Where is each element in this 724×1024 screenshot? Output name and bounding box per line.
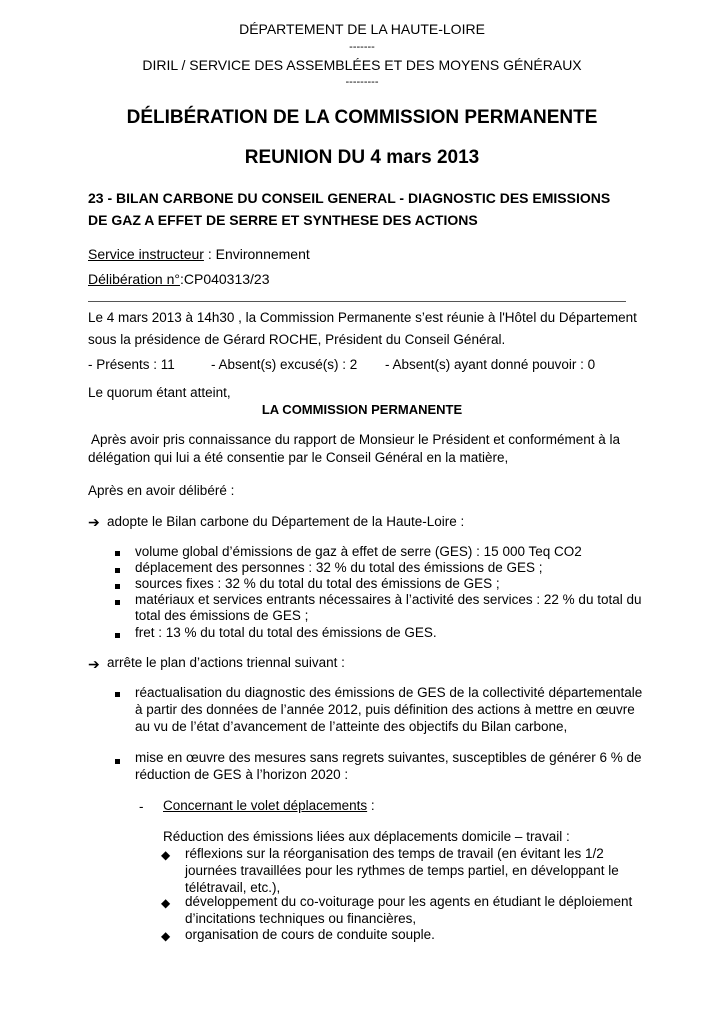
- diamond-bullet-icon: ◆: [161, 929, 171, 943]
- list-item-continuation: total des émissions de GES ;: [135, 608, 309, 623]
- volet-label: Concernant le volet déplacements: [163, 798, 368, 813]
- measure-line: télétravail, etc.),: [185, 880, 281, 895]
- action-line: réactualisation du diagnostic des émissions de GES de la collectivité départementale: [135, 685, 643, 700]
- header-separator: ---------: [345, 76, 379, 88]
- deliberation-value: :CP040313/23: [179, 271, 270, 287]
- action-line: à partir des données de l’année 2012, puis définition des actions à mettre en œuvre: [135, 702, 635, 717]
- measure-line: d’incitations techniques ou financières,: [185, 911, 417, 926]
- list-item: sources fixes : 32 % du total du total des émissions de GES ;: [135, 576, 500, 591]
- action-line: mise en œuvre des mesures sans regrets suivantes, susceptibles de générer 6 % de: [135, 750, 642, 765]
- measure-line: organisation de cours de conduite souple.: [185, 927, 435, 942]
- subject-line: DE GAZ A EFFET DE SERRE ET SYNTHESE DES ACTIONS: [88, 212, 478, 228]
- list-item: volume global d’émissions de gaz à effet de serre (GES) : 15 000 Teq CO2: [135, 544, 582, 559]
- commission-heading: LA COMMISSION PERMANENTE: [261, 402, 463, 417]
- preamble-line: délégation qui lui a été consentie par le Conseil Général en la matière,: [88, 450, 509, 465]
- deliberation-label: Délibération n°: [88, 271, 180, 287]
- intro-line: Le 4 mars 2013 à 14h30 , la Commission Permanente s’est réunie à l'Hôtel du Département: [88, 310, 637, 325]
- diamond-bullet-icon: ◆: [161, 896, 171, 910]
- square-bullet-icon: [115, 692, 120, 697]
- square-bullet-icon: [115, 633, 120, 638]
- service-instructeur-label: Service instructeur: [88, 246, 204, 262]
- meeting-date: REUNION DU 4 mars 2013: [244, 147, 480, 168]
- action-line: au vu de l’état d’avancement de l’atteinte des objectifs du Bilan carbone,: [135, 719, 568, 734]
- quorum-text: Le quorum étant atteint,: [88, 385, 231, 400]
- decision-adopt: adopte le Bilan carbone du Département de la Haute-Loire :: [107, 514, 465, 529]
- preamble-line: Après avoir pris connaissance du rapport de Monsieur le Président et conformément à la: [91, 432, 621, 447]
- measure-line: journées travaillées pour les rythmes de temps partiel, en développant le: [185, 863, 619, 878]
- square-bullet-icon: [115, 551, 120, 556]
- square-bullet-icon: [115, 600, 120, 605]
- arrow-right-icon: ➔: [88, 656, 100, 672]
- absents-count: - Absent(s) excusé(s) : 2: [211, 357, 358, 372]
- service-name: DIRIL / SERVICE DES ASSEMBLÉES ET DES MOYENS GÉNÉRAUX: [142, 57, 582, 73]
- volet-suffix: :: [367, 798, 375, 813]
- subject-line: 23 - BILAN CARBONE DU CONSEIL GENERAL - DIAGNOSTIC DES EMISSIONS: [88, 190, 611, 206]
- service-instructeur: [88, 246, 310, 262]
- deliberated-text: Après en avoir délibéré :: [88, 483, 235, 498]
- deliberation-number: [88, 271, 270, 287]
- volet-heading: [163, 798, 375, 813]
- list-item: matériaux et services entrants nécessaires à l’activité des services : 22 % du total du: [135, 592, 642, 607]
- action-line: réduction de GES à l’horizon 2020 :: [135, 767, 349, 782]
- decision-plan: arrête le plan d’actions triennal suivant :: [107, 655, 345, 670]
- reduction-title: Réduction des émissions liées aux déplacements domicile – travail :: [163, 829, 570, 844]
- department-name: DÉPARTEMENT DE LA HAUTE-LOIRE: [239, 21, 485, 37]
- list-item: déplacement des personnes : 32 % du total des émissions de GES ;: [135, 560, 543, 575]
- subject-heading: [88, 187, 648, 231]
- intro-line: sous la présidence de Gérard ROCHE, Président du Conseil Général.: [88, 332, 506, 347]
- horizontal-rule: [88, 301, 626, 302]
- list-item: fret : 13 % du total du total des émissions de GES.: [135, 625, 437, 640]
- measure-line: réflexions sur la réorganisation des temps de travail (en évitant les 1/2: [185, 846, 604, 861]
- arrow-right-icon: ➔: [88, 514, 100, 530]
- header-separator: -------: [349, 41, 375, 53]
- service-instructeur-value: : Environnement: [203, 246, 310, 262]
- presents-count: - Présents : 11: [88, 357, 175, 372]
- measure-line: développement du co-voiturage pour les agents en étudiant le déploiement: [185, 894, 633, 909]
- pouvoir-count: - Absent(s) ayant donné pouvoir : 0: [385, 357, 596, 372]
- volet-dash: -: [139, 799, 144, 814]
- diamond-bullet-icon: ◆: [161, 848, 171, 862]
- square-bullet-icon: [115, 568, 120, 573]
- square-bullet-icon: [115, 584, 120, 589]
- square-bullet-icon: [115, 759, 120, 764]
- page-title: DÉLIBÉRATION DE LA COMMISSION PERMANENTE: [126, 107, 598, 128]
